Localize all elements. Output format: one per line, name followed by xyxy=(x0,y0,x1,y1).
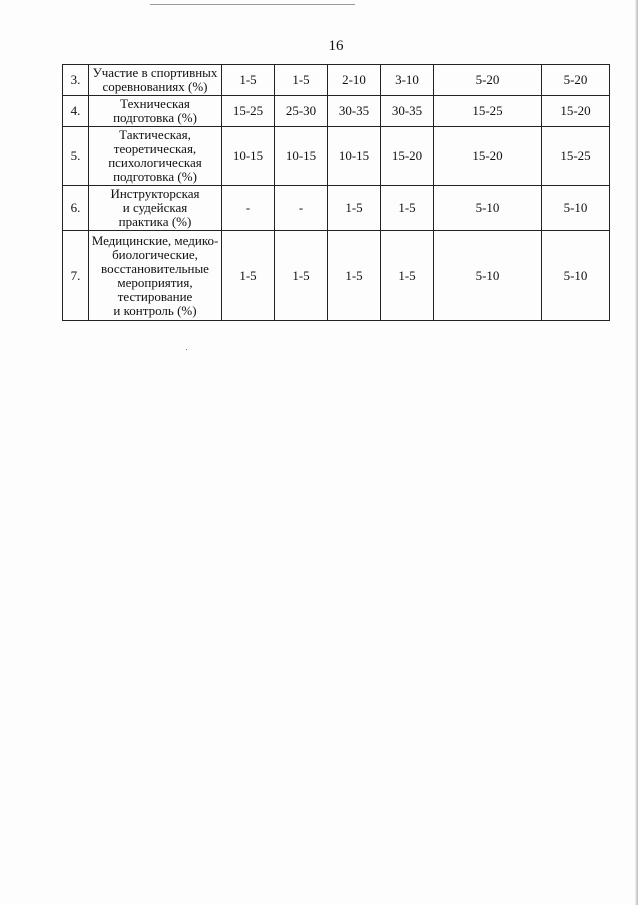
table-row xyxy=(63,96,610,127)
table-cell: 2-10 xyxy=(328,65,381,96)
row-number: 7. xyxy=(63,231,89,321)
row-name-line: подготовка (%) xyxy=(113,110,197,125)
row-name xyxy=(89,127,222,186)
row-name xyxy=(89,96,222,127)
row-name xyxy=(89,186,222,231)
table-row xyxy=(63,186,610,231)
row-number: 3. xyxy=(63,65,89,96)
table-cell: 1-5 xyxy=(275,231,328,321)
table-row xyxy=(63,65,610,96)
table-cell: 1-5 xyxy=(381,186,434,231)
table-cell: 10-15 xyxy=(328,127,381,186)
row-name-line: и контроль (%) xyxy=(113,302,197,318)
row-name-line: теоретическая, xyxy=(113,141,197,156)
table-cell: 3-10 xyxy=(381,65,434,96)
row-name-line: психологическая xyxy=(108,155,202,170)
table-cell: 5-10 xyxy=(542,231,610,321)
table-cell: 15-25 xyxy=(434,96,542,127)
row-number: 6. xyxy=(63,186,89,231)
page-number: 16 xyxy=(328,38,344,54)
row-name-line: мероприятия, xyxy=(117,274,193,290)
scan-artifact-top-line xyxy=(150,4,355,5)
scan-artifact-right-edge xyxy=(635,0,638,905)
table-cell: 1-5 xyxy=(275,65,328,96)
table-cell: 5-10 xyxy=(434,231,542,321)
table-row xyxy=(63,231,610,321)
table-cell: 1-5 xyxy=(328,231,381,321)
row-name-line: практика (%) xyxy=(118,214,192,229)
table-cell: 5-20 xyxy=(542,65,610,96)
row-name xyxy=(89,231,222,321)
table-cell: - xyxy=(275,186,328,231)
row-number: 5. xyxy=(63,127,89,186)
table-cell: 15-20 xyxy=(434,127,542,186)
table-cell: 5-20 xyxy=(434,65,542,96)
table-cell: 15-20 xyxy=(542,96,610,127)
table-cell: 5-10 xyxy=(542,186,610,231)
scan-artifact-dot xyxy=(186,349,187,350)
table-cell: 15-25 xyxy=(222,96,275,127)
row-name-line: тестирование xyxy=(117,288,193,304)
table-cell: - xyxy=(222,186,275,231)
row-name-line: биологические, xyxy=(112,246,198,262)
row-name-line: и судейская xyxy=(122,200,188,215)
table-cell: 25-30 xyxy=(275,96,328,127)
table-row xyxy=(63,127,610,186)
row-number: 4. xyxy=(63,96,89,127)
table-cell: 15-25 xyxy=(542,127,610,186)
table-cell: 5-10 xyxy=(434,186,542,231)
table-cell: 1-5 xyxy=(381,231,434,321)
table-cell: 10-15 xyxy=(222,127,275,186)
table-cell: 1-5 xyxy=(328,186,381,231)
table-cell: 30-35 xyxy=(328,96,381,127)
training-norms-table xyxy=(62,64,610,321)
row-name-line: подготовка (%) xyxy=(113,169,197,184)
row-name-line: Техническая xyxy=(120,96,190,111)
row-name xyxy=(89,65,222,96)
table-cell: 1-5 xyxy=(222,231,275,321)
row-name-line: Тактическая, xyxy=(119,127,191,142)
row-name-line: Инструкторская xyxy=(110,186,200,201)
table-cell: 30-35 xyxy=(381,96,434,127)
row-name-line: восстановительные xyxy=(101,260,209,276)
table-cell: 1-5 xyxy=(222,65,275,96)
row-name-line: Медицинские, медико- xyxy=(91,232,219,248)
table-cell: 10-15 xyxy=(275,127,328,186)
row-name-line: соревнованиях (%) xyxy=(102,79,208,94)
row-name-line: Участие в спортивных xyxy=(92,65,218,80)
table-cell: 15-20 xyxy=(381,127,434,186)
